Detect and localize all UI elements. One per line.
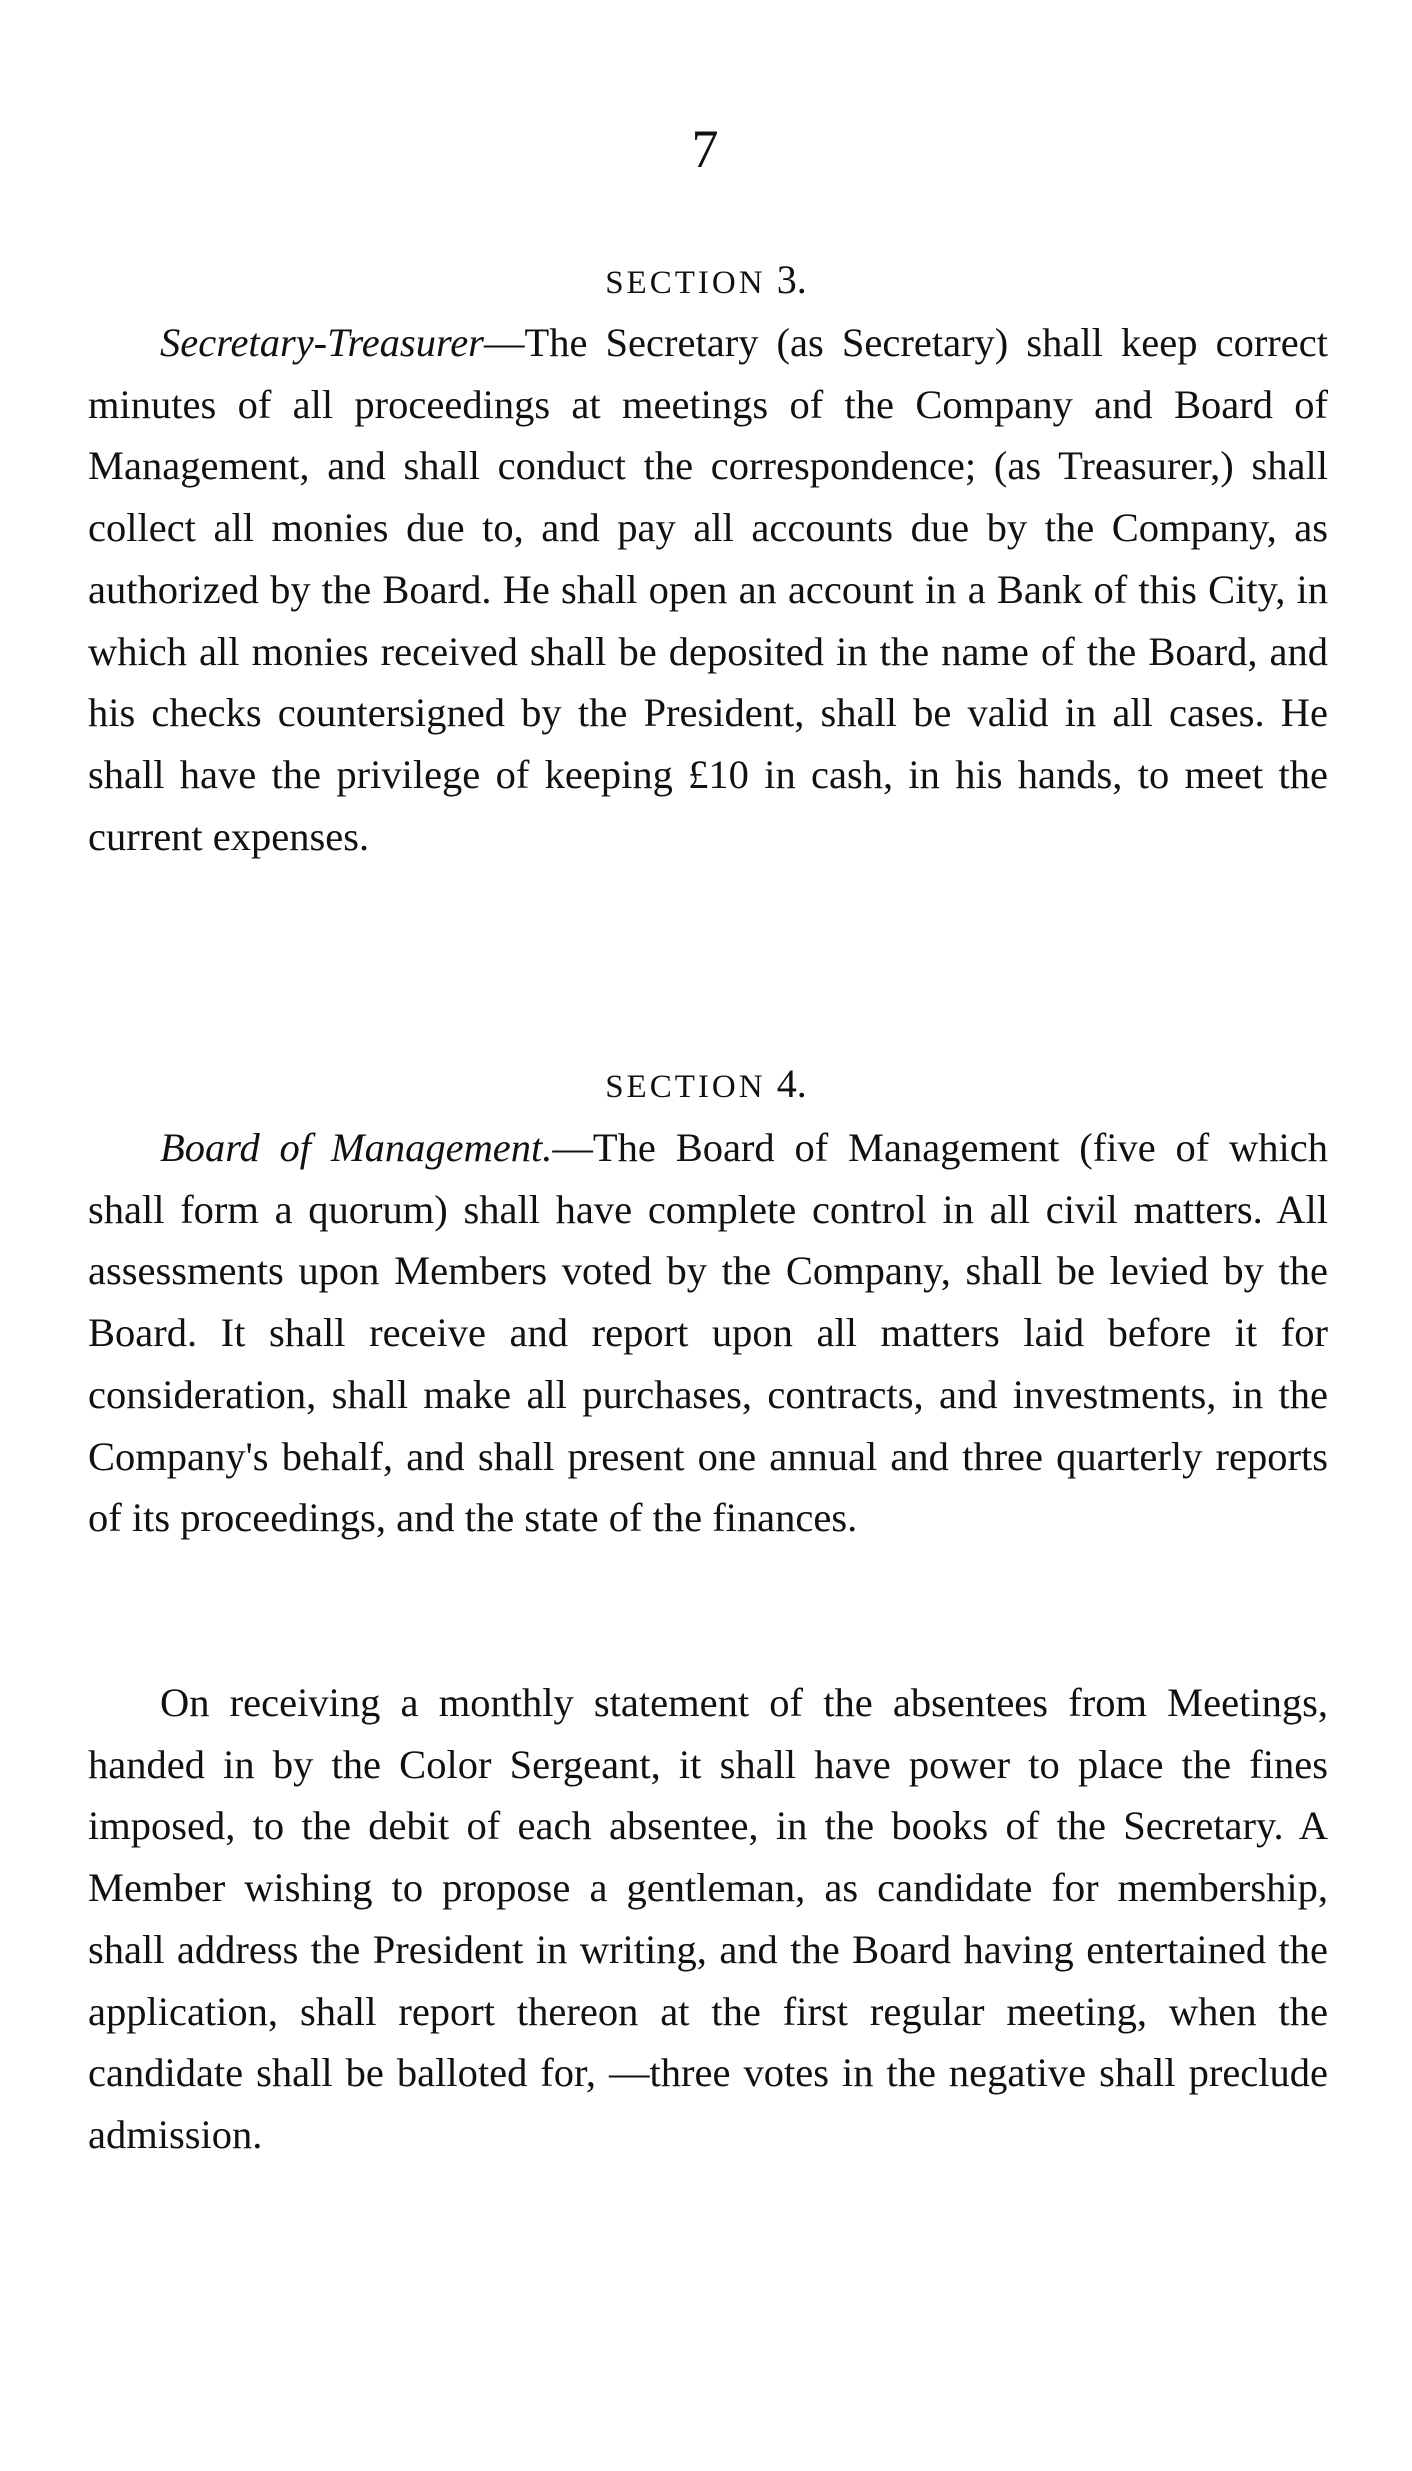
section-4-heading-word: SECTION (605, 1069, 766, 1105)
section-4-heading-number: 4. (776, 1061, 807, 1106)
section-3-heading-number: 3. (776, 257, 807, 302)
section-3-paragraph-text: —The Secretary (as Secretary) shall keep correct minutes of all proceedings at meetings of the Company and Board of Management, and shall conduct the correspondence; (as Treasurer,) shall collect all monies due to, and pay all accounts due by the Company, as authorized by the Board. He shall open an account in a Bank of this City, in which all monies received shall be deposited in the name of the Board, and his checks countersigned by the President, shall be valid in all cases. He shall have the privilege of keeping £10 in cash, in his hands, to meet the current expenses. (88, 320, 1328, 859)
page-number: 7 (691, 119, 721, 179)
section-3-paragraph-lead: Secretary-Treasurer (160, 320, 484, 365)
section-3-heading (0, 256, 1412, 303)
section-4-paragraph-1-text: —The Board of Management (five of which shall form a quorum) shall have complete control in all civil matters. All assessments upon Members voted by the Company, shall be levied by the Board. It shall receive and report upon all matters laid before it for consideration, shall make all purchases, contracts, and investments, in the Company's behalf, and shall present one annual and three quarterly reports of its proceedings, and the state of the finances. (88, 1125, 1328, 1541)
section-4-paragraph-2-text: On receiving a monthly statement of the absentees from Meetings, handed in by the Color Sergeant, it shall have power to place the fines imposed, to the debit of each absentee, in the books of the Secretary. A Member wishing to propose a gentleman, as candidate for membership, shall address the President in writing, and the Board having entertained the application, shall report thereon at the first regular meeting, when the candidate shall be balloted for, —three votes in the negative shall preclude admission. (88, 1680, 1328, 2157)
section-3-heading-word: SECTION (605, 265, 766, 301)
section-4-paragraph-1 (88, 1117, 1328, 1549)
section-4-heading (0, 1060, 1412, 1107)
section-4-paragraph-1-lead: Board of Management. (160, 1125, 553, 1170)
section-3-paragraph (88, 312, 1328, 867)
section-4-paragraph-2 (88, 1672, 1328, 2166)
